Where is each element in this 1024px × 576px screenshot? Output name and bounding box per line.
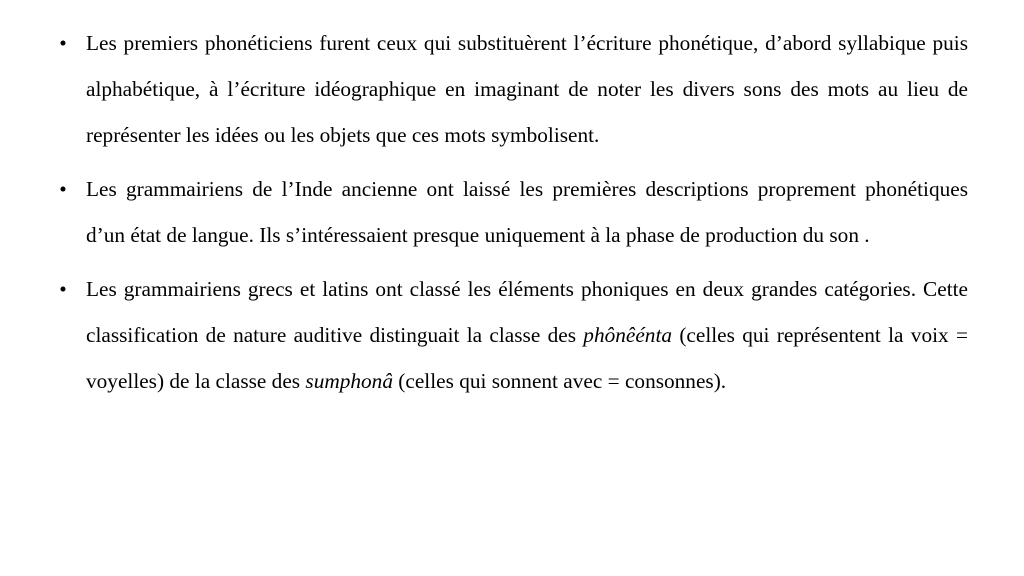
bullet-text: Les grammairiens de l’Inde ancienne ont laissé les premières descriptions proprement phonétiques d’un état de langue. Ils s’intéressaient presque uniquement à la phase de production du son . bbox=[86, 177, 968, 247]
bullet-list bbox=[56, 20, 968, 412]
bullet-item-greek-latin-grammarians bbox=[56, 266, 968, 404]
italic-term-sumphona: sumphonâ bbox=[305, 369, 393, 393]
bullet-text-part: (celles qui sonnent avec = consonnes). bbox=[392, 369, 727, 393]
bullet-text-part: (celles qui représentent la voix = voyelles) de la classe des bbox=[86, 323, 968, 393]
bullet-text bbox=[86, 277, 968, 393]
bullet-marker: • bbox=[59, 177, 67, 201]
bullet-item-indian-grammarians bbox=[56, 166, 968, 258]
bullet-text-part: Les grammairiens grecs et latins ont classé les éléments phoniques en deux grandes catégories. Cette classification de nature auditive distinguait la classe des bbox=[86, 277, 968, 347]
bullet-marker: • bbox=[59, 31, 67, 55]
bullet-text: Les premiers phonéticiens furent ceux qui substituèrent l’écriture phonétique, d’abord syllabique puis alphabétique, à l’écriture idéographique en imaginant de noter les divers sons des mots au lieu de représenter les idées ou les objets que ces mots symbolisent. bbox=[86, 31, 968, 147]
italic-term-phoneenta: phônêénta bbox=[583, 323, 673, 347]
bullet-item-phoneticians bbox=[56, 20, 968, 158]
bullet-marker: • bbox=[59, 277, 67, 301]
